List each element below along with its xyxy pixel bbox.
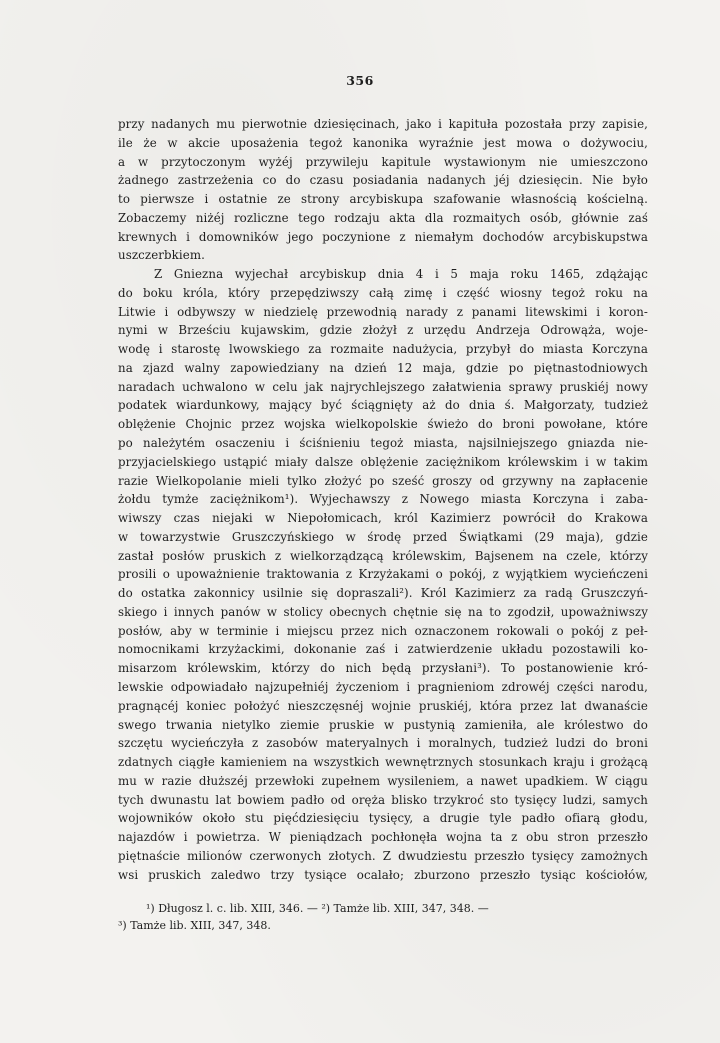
text-line: pragnącéj koniec położyć nieszczęsnéj wojnie pruskiéj, która przez lat dwanaście bbox=[118, 698, 648, 713]
text-line: po należytém osaczeniu i ściśnieniu tegoż miasta, najsilniejszego gniazda nie- bbox=[118, 436, 648, 451]
text-line: wiwszy czas niejaki w Niepołomicach, król Kazimierz powrócił do Krakowa bbox=[118, 511, 648, 526]
text-line: to pierwsze i ostatnie ze strony arcybiskupa szafowanie własnością kościelną. bbox=[118, 192, 648, 207]
text-line: najazdów i powietrza. W pieniądzach pochłonęła wojna ta z obu stron przeszło bbox=[118, 830, 648, 845]
text-line: tych dwunastu lat bowiem padło od oręża blisko trzykroć sto tysięcy ludzi, samych bbox=[118, 792, 648, 807]
text-line: posłów, aby w terminie i miejscu przez nich oznaczonem rokowali o pokój z peł- bbox=[118, 623, 648, 638]
text-line: razie Wielkopolanie mieli tylko złożyć po sześć groszy od grzywny na zapłacenie bbox=[118, 473, 648, 488]
page-number: 356 bbox=[346, 73, 374, 88]
paragraph-start-line: Z Gniezna wyjechał arcybiskup dnia 4 i 5 maja roku 1465, zdążając bbox=[154, 267, 648, 282]
text-line: ile że w akcie uposażenia tegoż kanonika wyraźnie jest mowa o dożywociu, bbox=[118, 135, 648, 150]
text-line: szczętu wycieńczyła z zasobów materyalnych i moralnych, tudzież ludzi do broni bbox=[118, 736, 648, 751]
text-line: Litwie i odbywszy w niedzielę przewodnią narady z panami litewskimi i koron- bbox=[118, 304, 648, 319]
footnotes bbox=[118, 900, 648, 934]
paragraph-end-line: uszczerbkiem. bbox=[118, 248, 206, 263]
text-line: misarzom królewskim, którzy do nich będą przysłani³). To postanowienie kró- bbox=[118, 661, 648, 676]
text-line: do ostatka zakonnicy usilnie się dopraszali²). Król Kazimierz za radą Gruszczyń- bbox=[118, 586, 648, 601]
text-line: krewnych i domowników jego poczynione z niemałym dochodów arcybiskupstwa bbox=[118, 229, 648, 244]
text-line: do boku króla, który przepędziwszy całą zimę i część wiosny tegoż roku na bbox=[118, 285, 648, 300]
text-line: mu w razie dłuższéj przewłoki zupełnem wysileniem, a nawet upadkiem. W ciągu bbox=[118, 773, 648, 788]
text-line: Zobaczemy niżéj rozliczne tego rodzaju akta dla rozmaitych osób, głównie zaś bbox=[118, 210, 648, 225]
text-line: przyjacielskiego ustąpić miały dalsze oblężenie zaciężnikom królewskim i w takim bbox=[118, 454, 648, 469]
text-line: swego trwania nietylko ziemie pruskie w pustynią zamieniła, ale królestwo do bbox=[118, 717, 648, 732]
text-line: a w przytoczonym wyżéj przywileju kapitule wystawionym nie umieszczono bbox=[118, 154, 648, 169]
text-line: nomocnikami krzyżackimi, dokonanie zaś i zatwierdzenie układu pozostawili ko- bbox=[118, 642, 648, 657]
text-line: żadnego zastrzeżenia co do czasu posiadania nadanych jéj dziesięcin. Nie było bbox=[118, 173, 648, 188]
text-line: wojowników około stu pięćdziesięciu tysięcy, a drugie tyle padło ofiarą głodu, bbox=[118, 811, 648, 826]
footnote-line: ¹) Długosz l. c. lib. XIII, 346. — ²) Tamże lib. XIII, 347, 348. — bbox=[146, 902, 489, 915]
text-line: przy nadanych mu pierwotnie dziesięcinach, jako i kapituła pozostała przy zapisie, bbox=[118, 117, 648, 131]
text-line: skiego i innych panów w stolicy obecnych chętnie się na to zgodził, upoważniwszy bbox=[118, 604, 648, 619]
text-line: zdatnych ciągłe kamieniem na wszystkich wewnętrznych stosunkach kraju i grożącą bbox=[118, 755, 648, 770]
text-line: oblężenie Chojnic przez wojska wielkopolskie świeżo do broni powołane, które bbox=[118, 417, 648, 432]
text-line: na zjazd walny zapowiedziany na dzień 12 maja, gdzie po piętnastodniowych bbox=[118, 360, 648, 375]
text-line: nymi w Brześciu kujawskim, gdzie złożył z urzędu Andrzeja Odrowąża, woje- bbox=[118, 323, 648, 338]
body-text bbox=[118, 115, 648, 884]
text-line: naradach uchwalono w celu jak najrychlejszego załatwienia sprawy pruskiéj nowy bbox=[118, 379, 648, 394]
text-line: wsi pruskich zaledwo trzy tysiące ocalało; zburzono przeszło tysiąc kościołów, bbox=[118, 867, 648, 882]
text-line: wodę i starostę lwowskiego za rozmaite nadużycia, przybył do miasta Korczyna bbox=[118, 342, 648, 357]
text-line: w towarzystwie Gruszczyńskiego w środę przed Świątkami (29 maja), gdzie bbox=[118, 529, 648, 544]
text-line: żołdu tymże zaciężnikom¹). Wyjechawszy z Nowego miasta Korczyna i zaba- bbox=[118, 492, 648, 507]
text-line: zastał posłów pruskich z wielkorządzącą królewskim, Bajsenem na czele, którzy bbox=[118, 548, 648, 563]
text-line: lewskie odpowiadało najzupełniéj życzeniom i pragnieniom zdrowéj części narodu, bbox=[118, 679, 648, 694]
footnote-line: ³) Tamże lib. XIII, 347, 348. bbox=[118, 919, 271, 932]
text-line: prosili o upoważnienie traktowania z Krzyżakami o pokój, z wyjątkiem wycieńczeni bbox=[118, 567, 648, 582]
text-line: piętnaście milionów czerwonych złotych. Z dwudziestu przeszło tysięcy zamożnych bbox=[118, 848, 648, 863]
text-line: podatek wiardunkowy, mający być ściągnięty aż do dnia ś. Małgorzaty, tudzież bbox=[118, 398, 648, 413]
